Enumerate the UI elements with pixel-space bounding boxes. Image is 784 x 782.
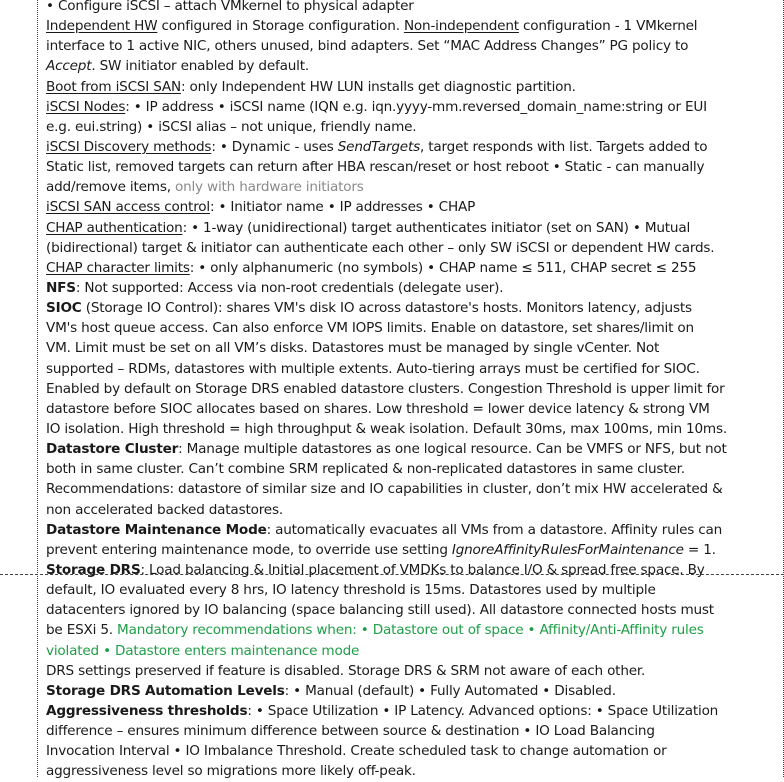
text-run: : Not supported: Access via non-root credentials (delegate user). bbox=[75, 279, 504, 296]
heading-nfs: NFS bbox=[46, 279, 76, 296]
text-run: prevent entering maintenance mode, to override use setting bbox=[46, 541, 452, 558]
text-run: Recommendations: datastore of similar size and IO capabilities in cluster, don’t mix HW accelerated & bbox=[46, 481, 723, 498]
text-run: VM. Limit must be set on all VM’s disks. Datastores must be managed by single vCenter. Not bbox=[46, 340, 660, 357]
text-run: : • 1-way (unidirectional) target authenticates initiator (set on SAN) • Mutual bbox=[182, 219, 691, 236]
text-line bbox=[46, 620, 784, 640]
text-line bbox=[46, 379, 784, 399]
text-line bbox=[46, 318, 784, 338]
text-run: : Load balancing & Initial placement of VMDKs to balance I/O & spread free space. By bbox=[140, 561, 705, 578]
text-run: supported – RDMs, datastores with multiple extents. Auto-tiering arrays must be certified for SIOC. bbox=[46, 360, 700, 377]
text-line bbox=[46, 359, 784, 379]
left-dotted-border bbox=[37, 0, 38, 777]
heading-datastore-cluster: Datastore Cluster bbox=[46, 441, 179, 458]
text-run: datastore before SIOC allocates based on shares. Low threshold = lower device latency & strong VM bbox=[46, 400, 710, 417]
text-run: configured in Storage configuration. bbox=[157, 18, 404, 35]
text-line bbox=[46, 580, 784, 600]
text-line bbox=[46, 741, 784, 761]
term-non-independent: Non-independent bbox=[403, 18, 519, 35]
text-line bbox=[46, 721, 784, 741]
text-line bbox=[46, 177, 784, 197]
text-run: aggressiveness level so migrations more likely off-peak. bbox=[46, 763, 416, 780]
text-run: Invocation Interval • IO Imbalance Threshold. Create scheduled task to change automation or bbox=[46, 743, 667, 760]
text-run: datacenters ignored by IO balancing (space balancing still used). All datastore connected hosts must bbox=[46, 602, 714, 619]
text-run: non accelerated backed datastores. bbox=[46, 501, 283, 518]
text-run: = 1. bbox=[683, 541, 716, 558]
heading-storage-drs-automation-levels: Storage DRS Automation Levels bbox=[46, 682, 285, 699]
text-run: : only Independent HW LUN installs get diagnostic partition. bbox=[180, 78, 576, 95]
text-run: DRS settings preserved if feature is disabled. Storage DRS & SRM not aware of each other. bbox=[46, 662, 646, 679]
text-line bbox=[46, 36, 784, 56]
text-line bbox=[46, 761, 784, 781]
text-line bbox=[46, 500, 784, 520]
heading-chap-authentication: CHAP authentication bbox=[46, 219, 183, 236]
text-line bbox=[46, 298, 784, 318]
text-run: : • Manual (default) • Fully Automated • Disabled. bbox=[284, 682, 616, 699]
text-run: e.g. eui.string) • iSCSI alias – not unique, friendly name. bbox=[46, 118, 417, 135]
italic-term: SendTargets bbox=[337, 138, 420, 155]
heading-aggressiveness-thresholds: Aggressiveness thresholds bbox=[46, 702, 248, 719]
text-line bbox=[46, 681, 784, 701]
text-run: Enabled by default on Storage DRS enabled datastore clusters. Congestion Threshold is upper limit for bbox=[46, 380, 725, 397]
text-run: : automatically evacuates all VMs from a datastore. Affinity rules can bbox=[266, 521, 723, 538]
text-run: , target responds with list. Targets added to bbox=[419, 138, 708, 155]
term-independent-hw: Independent HW bbox=[46, 18, 158, 35]
italic-term: Accept bbox=[46, 58, 92, 75]
text-run: : Manage multiple datastores as one logical resource. Can be VMFS or NFS, but not bbox=[178, 441, 727, 458]
text-line bbox=[46, 16, 784, 36]
text-run: : • Space Utilization • IP Latency. Advanced options: • Space Utilization bbox=[247, 702, 719, 719]
text-run: • Configure iSCSI – attach VMkernel to physical adapter bbox=[46, 0, 414, 14]
text-line bbox=[46, 701, 784, 721]
text-line bbox=[46, 117, 784, 137]
text-run: : • IP address • iSCSI name (IQN e.g. iqn.yyyy-mm.reversed_domain_name:string or EUI bbox=[125, 98, 707, 115]
text-run: (bidirectional) target & initiator can authenticate each other – only SW iSCSI or dependent HW cards. bbox=[46, 239, 715, 256]
text-run: : • Initiator name • IP addresses • CHAP bbox=[209, 199, 476, 216]
text-line bbox=[46, 77, 784, 97]
text-line bbox=[46, 338, 784, 358]
heading-boot-from-iscsi-san: Boot from iSCSI SAN bbox=[46, 78, 181, 95]
text-line bbox=[46, 399, 784, 419]
gray-note: only with hardware initiators bbox=[174, 179, 364, 196]
text-line bbox=[46, 540, 784, 560]
heading-chap-character-limits: CHAP character limits bbox=[46, 259, 190, 276]
text-run: (Storage IO Control): shares VM's disk IO across datastore's hosts. Monitors latency, adjusts bbox=[81, 300, 692, 317]
text-line bbox=[46, 419, 784, 439]
text-line bbox=[46, 641, 784, 661]
text-line bbox=[46, 97, 784, 117]
heading-iscsi-nodes: iSCSI Nodes bbox=[46, 98, 126, 115]
text-line bbox=[46, 56, 784, 76]
text-run: . SW initiator enabled by default. bbox=[91, 58, 309, 75]
text-run: default, IO evaluated every 8 hrs, IO latency threshold is 15ms. Datastores used by multiple bbox=[46, 582, 656, 599]
text-run: add/remove items, bbox=[46, 179, 175, 196]
green-highlight: Mandatory recommendations when: • Datastore out of space • Affinity/Anti-Affinity rules bbox=[117, 622, 704, 639]
heading-iscsi-san-access-control: iSCSI SAN access control bbox=[46, 199, 210, 216]
text-line bbox=[46, 278, 784, 298]
text-line bbox=[46, 0, 784, 16]
heading-sioc: SIOC bbox=[46, 300, 82, 317]
text-run: : • only alphanumeric (no symbols) • CHAP name ≤ 511, CHAP secret ≤ 255 bbox=[189, 259, 697, 276]
text-run: VM's host queue access. Can also enforce VM IOPS limits. Enable on datastore, set shares/limit on bbox=[46, 320, 694, 337]
text-run: interface to 1 active NIC, others unused, bind adapters. Set “MAC Address Changes” PG policy to bbox=[46, 38, 689, 55]
text-run: Static list, removed targets can return after HBA rescan/reset or host reboot • Static - can manually bbox=[46, 159, 705, 176]
text-run: both in same cluster. Can’t combine SRM replicated & non-replicated datastores in same cluster. bbox=[46, 461, 685, 478]
text-run: be ESXi 5. bbox=[46, 622, 118, 639]
text-line bbox=[46, 459, 784, 479]
heading-datastore-maintenance-mode: Datastore Maintenance Mode bbox=[46, 521, 267, 538]
text-line bbox=[46, 600, 784, 620]
italic-setting: IgnoreAffinityRulesForMaintenance bbox=[451, 541, 684, 558]
document-body bbox=[46, 0, 784, 781]
heading-storage-drs: Storage DRS bbox=[46, 561, 141, 578]
green-highlight: violated • Datastore enters maintenance mode bbox=[46, 642, 360, 659]
text-run: difference – ensures minimum difference between source & destination • IO Load Balancing bbox=[46, 723, 655, 740]
text-line bbox=[46, 258, 784, 278]
text-line bbox=[46, 218, 784, 238]
text-run: IO isolation. High threshold = high throughput & weak isolation. Default 30ms, max 100ms, min 10ms. bbox=[46, 420, 727, 437]
text-line bbox=[46, 197, 784, 217]
text-run: configuration - 1 VMkernel bbox=[518, 18, 698, 35]
text-line bbox=[46, 560, 784, 580]
text-line bbox=[46, 520, 784, 540]
text-line bbox=[46, 439, 784, 459]
text-line bbox=[46, 137, 784, 157]
text-line bbox=[46, 661, 784, 681]
text-line bbox=[46, 157, 784, 177]
text-run: : • Dynamic - uses bbox=[211, 138, 338, 155]
heading-iscsi-discovery-methods: iSCSI Discovery methods bbox=[46, 138, 212, 155]
text-line bbox=[46, 479, 784, 499]
text-line bbox=[46, 238, 784, 258]
